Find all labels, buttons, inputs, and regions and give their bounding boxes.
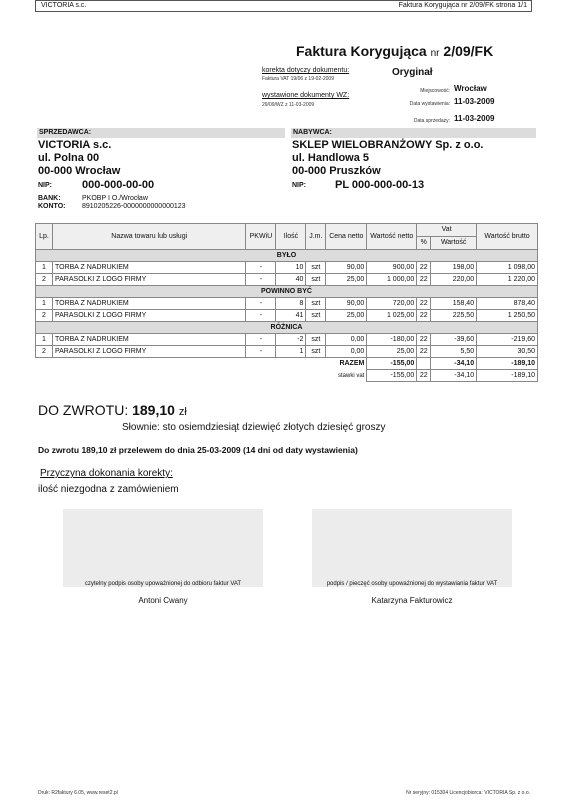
items-table <box>35 223 538 382</box>
cell-pkwiu: - <box>246 274 276 286</box>
cell-net: -180,00 <box>367 334 417 346</box>
seller-account-label: KONTO: <box>38 203 66 210</box>
header-company: VICTORIA s.c. <box>41 2 87 9</box>
table-row <box>36 274 538 286</box>
issue-date-value: 11-03-2009 <box>454 97 495 106</box>
seller-bank: PKOBP I O./Wrocław <box>82 195 148 202</box>
col-price: Cena netto <box>326 224 367 250</box>
col-pkwiu: PKWiU <box>246 224 276 250</box>
cell-name: TORBA Z NADRUKIEM <box>52 334 245 346</box>
cell-net: 1 000,00 <box>367 274 417 286</box>
cell-price: 25,00 <box>326 310 367 322</box>
cell-name: TORBA Z NADRUKIEM <box>52 298 245 310</box>
cell-qty: 10 <box>276 262 306 274</box>
cell-vat: 220,00 <box>431 274 477 286</box>
seller-street: ul. Polna 00 <box>38 152 100 164</box>
total-net: -155,00 <box>367 358 417 370</box>
refund-line <box>38 402 187 418</box>
seller-name: VICTORIA s.c. <box>38 139 112 151</box>
cell-vat: 5,50 <box>431 346 477 358</box>
cell-pct: 22 <box>417 310 431 322</box>
col-unit: J.m. <box>306 224 326 250</box>
cell-pct: 22 <box>417 346 431 358</box>
cell-gross: 1 098,00 <box>477 262 538 274</box>
cell-pkwiu: - <box>246 334 276 346</box>
cell-lp: 2 <box>36 346 53 358</box>
cell-price: 25,00 <box>326 274 367 286</box>
cell-net: 1 025,00 <box>367 310 417 322</box>
signature-box-right <box>312 509 512 587</box>
col-net: Wartość netto <box>367 224 417 250</box>
cell-pct: 22 <box>417 298 431 310</box>
section-powinno-byc: POWINNO BYĆ <box>36 286 538 298</box>
cell-lp: 1 <box>36 298 53 310</box>
cell-qty: 1 <box>276 346 306 358</box>
signature-name-right: Katarzyna Fakturowicz <box>371 596 453 605</box>
cell-unit: szt <box>306 346 326 358</box>
correction-label: korekta dotyczy dokumentu: <box>262 67 350 74</box>
cell-qty: 8 <box>276 298 306 310</box>
cell-price: 0,00 <box>326 346 367 358</box>
reason-text: ilość niezgodna z zamówieniem <box>38 484 179 495</box>
refund-words: Słownie: sto osiemdziesiąt dziewięć złotych dziesięć groszy <box>122 422 386 433</box>
reason-label: Przyczyna dokonania korekty: <box>40 468 173 479</box>
cell-name: TORBA Z NADRUKIEM <box>52 262 245 274</box>
total-label: RAZEM <box>339 359 365 367</box>
cell-pkwiu: - <box>246 346 276 358</box>
table-row <box>36 346 538 358</box>
cell-qty: -2 <box>276 334 306 346</box>
cell-pct: 22 <box>417 262 431 274</box>
wz-label: wystawione dokumenty WZ: <box>262 92 350 99</box>
header-doc-ref: Faktura Korygująca nr 2/09/FK strona 1/1 <box>398 2 527 9</box>
cell-net: 900,00 <box>367 262 417 274</box>
issue-date-label: Data wystawienia: <box>409 101 450 107</box>
cell-gross: 878,40 <box>477 298 538 310</box>
cell-price: 90,00 <box>326 298 367 310</box>
cell-pkwiu: - <box>246 310 276 322</box>
signature-label-right: podpis / pieczęć osoby upoważnionej do wystawiania faktur VAT <box>326 581 498 587</box>
table-row <box>36 310 538 322</box>
col-vat-value: Wartość <box>431 237 477 250</box>
table-row <box>36 334 538 346</box>
document-title: Faktura Korygująca nr 2/09/FK <box>296 43 494 59</box>
col-vat-pct: % <box>417 237 431 250</box>
section-bylo: BYŁO <box>36 250 538 262</box>
place-label: Miejscowość: <box>420 88 450 94</box>
col-lp: Lp. <box>36 224 53 250</box>
buyer-city: 00-000 Pruszków <box>292 165 381 177</box>
seller-nip-label: NIP: <box>38 182 52 189</box>
cell-price: 0,00 <box>326 334 367 346</box>
cell-qty: 40 <box>276 274 306 286</box>
signature-box-left <box>63 509 263 587</box>
cell-gross: 30,50 <box>477 346 538 358</box>
cell-name: PARASOLKI Z LOGO FIRMY <box>52 274 245 286</box>
original-label: Oryginał <box>392 67 433 78</box>
sale-date-value: 11-03-2009 <box>454 114 495 123</box>
footer-right: Nr seryjny: 015304 Licencjobiorca: VICTORIA Sp. z o.o. <box>406 790 530 796</box>
buyer-name: SKLEP WIELOBRANŻOWY Sp. z o.o. <box>292 139 484 151</box>
buyer-nip: PL 000-000-00-13 <box>335 179 425 191</box>
cell-unit: szt <box>306 298 326 310</box>
cell-lp: 2 <box>36 310 53 322</box>
cell-qty: 41 <box>276 310 306 322</box>
seller-nip: 000-000-00-00 <box>82 179 155 191</box>
cell-gross: 1 220,00 <box>477 274 538 286</box>
cell-vat: 198,00 <box>431 262 477 274</box>
signature-name-left: Antoni Cwany <box>138 596 188 605</box>
correction-detail: Faktura VAT 19/06 z 19-02-2009 <box>262 76 334 82</box>
place-value: Wrocław <box>454 84 487 93</box>
rates-vat: -34,10 <box>431 370 477 382</box>
table-row <box>36 298 538 310</box>
rates-row <box>36 370 538 382</box>
refund-currency: zł <box>178 406 187 418</box>
cell-name: PARASOLKI Z LOGO FIRMY <box>52 310 245 322</box>
cell-lp: 1 <box>36 262 53 274</box>
buyer-nip-label: NIP: <box>292 182 306 189</box>
cell-vat: 158,40 <box>431 298 477 310</box>
total-gross: -189,10 <box>477 358 538 370</box>
refund-label: DO ZWROTU: <box>38 402 129 418</box>
col-qty: Ilość <box>276 224 306 250</box>
cell-unit: szt <box>306 334 326 346</box>
seller-bank-label: BANK: <box>38 195 61 202</box>
rates-pct: 22 <box>417 370 431 382</box>
section-roznica: RÓŻNICA <box>36 322 538 334</box>
cell-pkwiu: - <box>246 298 276 310</box>
header-bar <box>35 0 532 12</box>
wz-detail: 29/09/WZ z 11-03-2009 <box>262 102 315 108</box>
table-row <box>36 262 538 274</box>
cell-pct: 22 <box>417 274 431 286</box>
rates-label: stawki vat <box>337 372 365 379</box>
cell-vat: -39,60 <box>431 334 477 346</box>
total-row <box>36 358 538 370</box>
cell-vat: 225,50 <box>431 310 477 322</box>
cell-net: 720,00 <box>367 298 417 310</box>
col-vat: Vat <box>417 224 477 237</box>
cell-gross: 1 250,50 <box>477 310 538 322</box>
col-gross: Wartość brutto <box>477 224 538 250</box>
sale-date-label: Data sprzedaży: <box>413 118 450 124</box>
rates-net: -155,00 <box>367 370 417 382</box>
cell-pct: 22 <box>417 334 431 346</box>
signature-label-left: czytelny podpis osoby upoważnionej do odbioru faktur VAT <box>84 581 242 587</box>
seller-header: SPRZEDAWCA: <box>37 128 285 138</box>
refund-note: Do zwrotu 189,10 zł przelewem do dnia 25-03-2009 (14 dni od daty wystawienia) <box>38 445 358 455</box>
total-vat: -34,10 <box>431 358 477 370</box>
cell-lp: 2 <box>36 274 53 286</box>
col-name: Nazwa towaru lub usługi <box>52 224 245 250</box>
cell-unit: szt <box>306 310 326 322</box>
cell-name: PARASOLKI Z LOGO FIRMY <box>52 346 245 358</box>
cell-lp: 1 <box>36 334 53 346</box>
rates-gross: -189,10 <box>477 370 538 382</box>
seller-account: 8910205226-0000000000000123 <box>82 203 186 210</box>
cell-unit: szt <box>306 262 326 274</box>
cell-gross: -219,60 <box>477 334 538 346</box>
cell-unit: szt <box>306 274 326 286</box>
buyer-street: ul. Handlowa 5 <box>292 152 370 164</box>
buyer-header: NABYWCA: <box>291 128 536 138</box>
footer-left: Druk: R2faktury 6.05, www.reset2.pl <box>38 790 118 796</box>
cell-price: 90,00 <box>326 262 367 274</box>
cell-pkwiu: - <box>246 262 276 274</box>
refund-amount: 189,10 <box>132 402 175 418</box>
cell-net: 25,00 <box>367 346 417 358</box>
seller-city: 00-000 Wrocław <box>38 165 121 177</box>
